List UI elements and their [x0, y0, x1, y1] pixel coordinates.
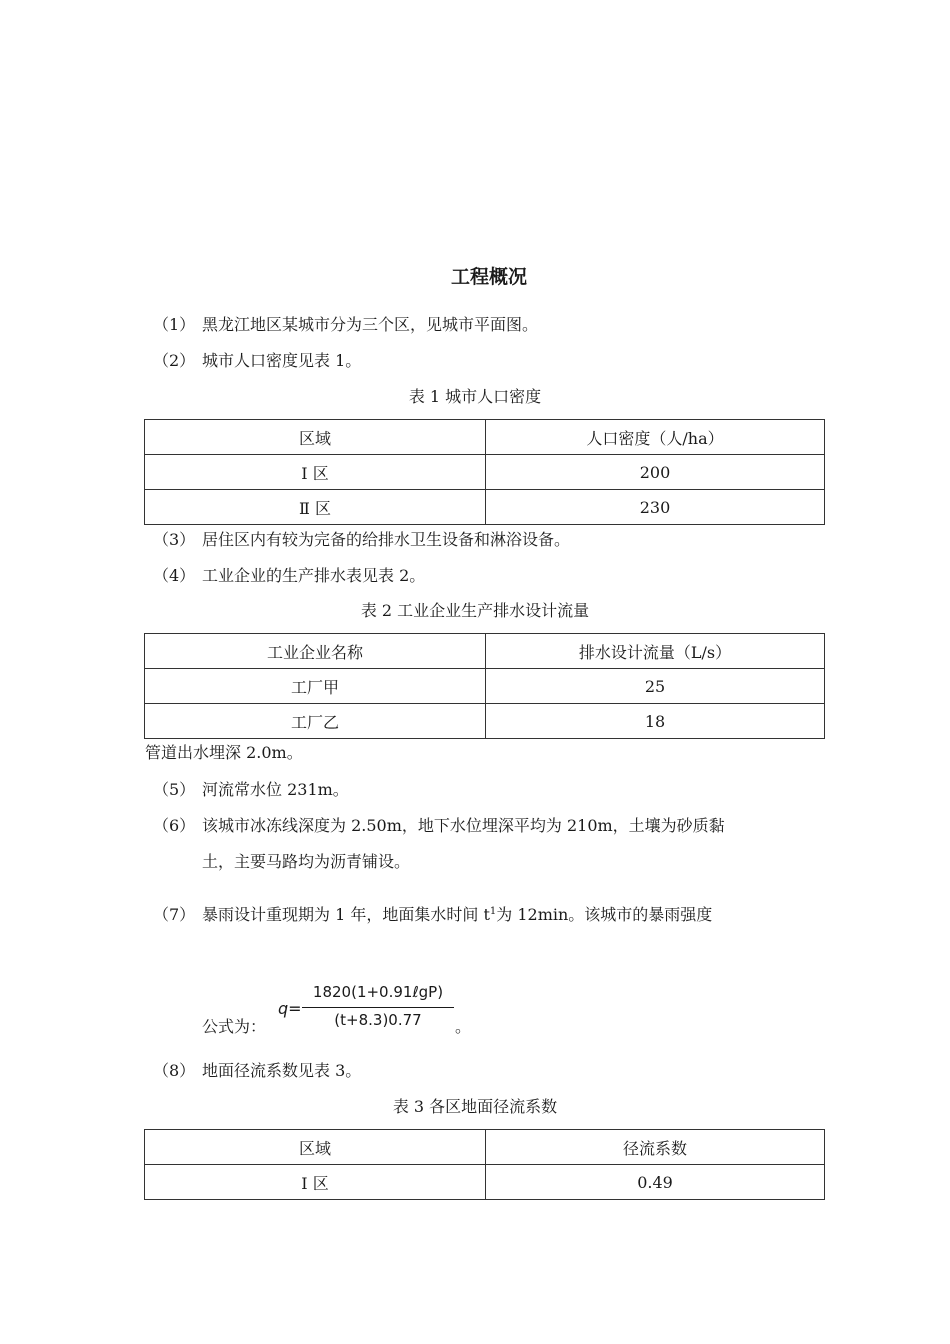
item-text: 城市人口密度见表 1。 — [202, 351, 362, 370]
item-number: （6） — [153, 816, 196, 835]
item-7 — [153, 905, 712, 925]
table-row — [145, 490, 825, 525]
table-header-row — [145, 634, 825, 669]
table3-caption: 表 3 各区地面径流系数 — [392, 1097, 558, 1116]
table-cell: 工厂甲 — [145, 669, 486, 704]
table-header-row — [145, 420, 825, 455]
item-text: 地面径流系数见表 3。 — [202, 1061, 362, 1080]
table-cell: Ⅱ 区 — [145, 490, 486, 525]
table-cell: 0.49 — [486, 1165, 825, 1200]
formula-numerator: 1820(1+0.91ℓgP) — [312, 983, 444, 1001]
table-cell: 工厂乙 — [145, 704, 486, 739]
runoff-coefficient-table — [144, 1129, 825, 1200]
rainfall-intensity-formula — [276, 982, 454, 1034]
item-text: 该城市冰冻线深度为 2.50m，地下水位埋深平均为 210m，土壤为砂质黏 — [202, 816, 725, 835]
item-text: 河流常水位 231m。 — [202, 780, 349, 799]
item-number: （4） — [153, 566, 196, 585]
formula-label: 公式为： — [202, 1017, 267, 1036]
item-2 — [153, 351, 361, 371]
item-number: （3） — [153, 530, 196, 549]
formula-lhs: q= — [278, 999, 302, 1018]
subscript-one: 1 — [489, 906, 497, 917]
item-text: 居住区内有较为完备的给排水卫生设备和淋浴设备。 — [202, 530, 571, 549]
table-header-cell: 径流系数 — [486, 1130, 825, 1165]
fraction-bar — [302, 1007, 454, 1008]
item-1 — [153, 315, 538, 335]
item-number: （2） — [153, 351, 196, 370]
item-3 — [153, 530, 570, 550]
table-row — [145, 455, 825, 490]
outlet-depth-note: 管道出水埋深 2.0m。 — [145, 743, 303, 762]
table-header-cell: 人口密度（人/ha） — [486, 420, 825, 455]
item-number: （7） — [153, 905, 196, 924]
item-number: （1） — [153, 315, 196, 334]
document-title: 工程概况 — [450, 266, 527, 288]
table-header-row — [145, 1130, 825, 1165]
item-text-cont: 为 12min。该城市的暴雨强度 — [496, 905, 713, 924]
table-header-cell: 区域 — [145, 420, 486, 455]
table-cell: 18 — [486, 704, 825, 739]
item-6-continuation: 土，主要马路均为沥青铺设。 — [202, 852, 411, 871]
table-header-cell: 工业企业名称 — [145, 634, 486, 669]
table-cell: Ⅰ 区 — [145, 455, 486, 490]
table-row — [145, 704, 825, 739]
industrial-discharge-table — [144, 633, 825, 739]
item-4 — [153, 566, 425, 586]
item-6 — [153, 816, 725, 836]
table-cell: 200 — [486, 455, 825, 490]
item-number: （5） — [153, 780, 196, 799]
item-text: 工业企业的生产排水表见表 2。 — [202, 566, 426, 585]
formula-period: 。 — [455, 1017, 472, 1036]
table-row — [145, 1165, 825, 1200]
table-cell: 230 — [486, 490, 825, 525]
table2-caption: 表 2 工业企业生产排水设计流量 — [360, 601, 590, 620]
formula-denominator: (t+8.3)0.77 — [334, 1011, 422, 1029]
item-8 — [153, 1061, 361, 1081]
table1-caption: 表 1 城市人口密度 — [408, 387, 542, 406]
item-number: （8） — [153, 1061, 196, 1080]
population-density-table — [144, 419, 825, 525]
table-cell: 25 — [486, 669, 825, 704]
table-row — [145, 669, 825, 704]
table-header-cell: 排水设计流量（L/s） — [486, 634, 825, 669]
item-5 — [153, 780, 349, 800]
item-text: 黑龙江地区某城市分为三个区，见城市平面图。 — [202, 315, 539, 334]
table-cell: Ⅰ 区 — [145, 1165, 486, 1200]
table-header-cell: 区域 — [145, 1130, 486, 1165]
item-text: 暴雨设计重现期为 1 年，地面集水时间 t — [202, 905, 490, 924]
